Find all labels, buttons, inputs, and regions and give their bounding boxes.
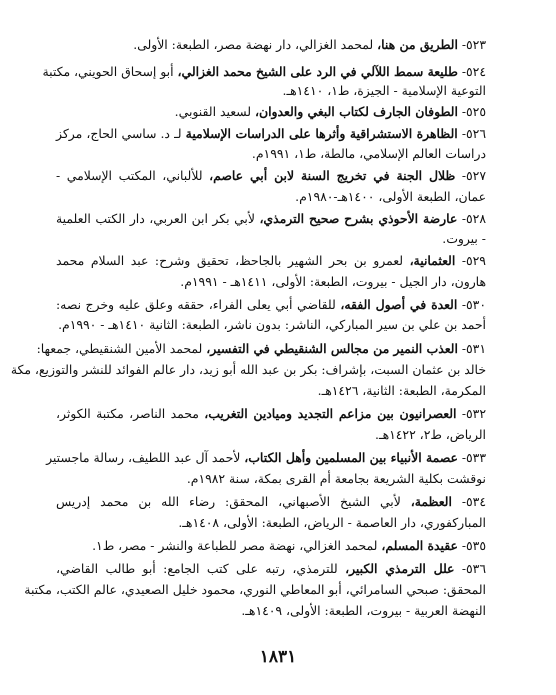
entry-531-line-1: ٥٣١- العذب النمير من مجالس الشنقيطي في التفسير، لمحمد الأمين الشنقيطي، جمعها: <box>36 341 486 356</box>
entry-529-line-1: ٥٢٩- العثمانية، لعمرو بن بحر الشهير بالجاحظ، تحقيق وشرح: عبد السلام محمد <box>56 253 486 268</box>
entry-536-line-3: النهضة العربية - بيروت، الطبعة: الأولى، ١٤٠٩هـ. <box>241 603 486 618</box>
entry-title: عقيدة المسلم، <box>381 538 458 553</box>
entry-530-line-1: ٥٣٠- العدة في أصول الفقه، للقاضي أبي يعلى الفراء، حققه وعلق عليه وخرج نصه: <box>56 297 486 312</box>
entry-526-line-1: ٥٢٦- الظاهرة الاستشراقية وأثرها على الدراسات الإسلامية لـ د. ساسي الحاج، مركز <box>56 126 486 141</box>
entry-526-line-2: دراسات العالم الإسلامي، مالطة، ط١، ١٩٩١م. <box>251 146 486 161</box>
entry-536-line-2: المحقق: صبحي السامرائي، أبو المعاطي النوري، محمود خليل الصعيدي، عالم الكتب، مكتبة <box>24 582 486 597</box>
entry-524-line-2: التوعية الإسلامية - الجيزة، ط١، ١٤١٠هـ. <box>282 83 486 98</box>
entry-title: العثمانية، <box>409 253 456 268</box>
entry-534-line-1: ٥٣٤- العظمة، لأبي الشيخ الأصبهاني، المحقق: رضاء الله بن محمد إدريس <box>56 494 486 509</box>
entry-528-line-2: - بيروت. <box>442 231 486 246</box>
entry-536-line-1: ٥٣٦- علل الترمذي الكبير، للترمذي، رتبه على كتب الجامع: أبو طالب القاضي، <box>56 561 486 576</box>
entry-531-line-3: المكرمة، الطبعة: الثانية، ١٤٢٦هـ. <box>317 383 486 398</box>
entry-532-line-1: ٥٣٢- العصرانيون بين مزاعم التجديد وميادين التغريب، محمد الناصر، مكتبة الكوثر، <box>56 406 486 421</box>
entry-title: العذب النمير من مجالس الشنقيطي في التفسير، <box>206 341 458 356</box>
entry-527-line-1: ٥٢٧- ظلال الجنة في تخريج السنة لابن أبي عاصم، للألباني، المكتب الإسلامي - <box>56 168 486 183</box>
entry-title: عصمة الأنبياء بين المسلمين وأهل الكتاب، <box>244 450 458 465</box>
entry-523-line-1: ٥٢٣- الطريق من هنا، لمحمد الغزالي، دار نهضة مصر، الطبعة: الأولى. <box>133 37 486 52</box>
entry-title: الطريق من هنا، <box>377 37 458 52</box>
entry-531-line-2: خالد بن عثمان السبت، بإشراف: بكر بن عبد الله أبو زيد، دار عالم الفوائد للنشر والتوزيع، مكة <box>10 362 486 377</box>
entry-title: عارضة الأحوذي بشرح صحيح الترمذي، <box>259 211 458 226</box>
entry-533-line-1: ٥٣٣- عصمة الأنبياء بين المسلمين وأهل الكتاب، لأحمد آل عبد اللطيف، رسالة ماجستير <box>46 450 486 465</box>
entry-title: الظاهرة الاستشراقية وأثرها على الدراسات الإسلامية <box>185 126 458 141</box>
entry-title: العصرانيون بين مزاعم التجديد وميادين التغريب، <box>204 406 457 421</box>
entry-title: العظمة، <box>410 494 452 509</box>
entry-534-line-2: المباركفوري، دار العاصمة - الرياض، الطبعة: الأولى، ١٤٠٨هـ. <box>178 515 486 530</box>
entry-527-line-2: عمان، الطبعة الأولى، ١٤٠٠هـ-١٩٨٠م. <box>295 189 486 204</box>
entry-title: الطوفان الجارف لكتاب البغي والعدوان، <box>254 104 458 119</box>
entry-title: طليعة سمط اللآلي في الرد على الشيخ محمد الغزالي، <box>177 64 458 79</box>
entry-532-line-2: الرياض، ط٢، ١٤٢٢هـ. <box>375 427 486 442</box>
entry-535-line-1: ٥٣٥- عقيدة المسلم، لمحمد الغزالي، نهضة مصر للطباعة والنشر - مصر، ط١. <box>92 538 486 553</box>
entry-524-line-1: ٥٢٤- طليعة سمط اللآلي في الرد على الشيخ محمد الغزالي، أبو إسحاق الحويني، مكتبة <box>42 64 486 79</box>
entry-title: العدة في أصول الفقه، <box>340 297 458 312</box>
entry-title: ظلال الجنة في تخريج السنة لابن أبي عاصم، <box>209 168 456 183</box>
entry-530-line-2: أحمد بن علي بن سير المباركي، الناشر: بدون ناشر، الطبعة: الثانية ١٤١٠هـ - ١٩٩٠م. <box>58 317 486 332</box>
entry-525-line-1: ٥٢٥- الطوفان الجارف لكتاب البغي والعدوان، لسعيد القنوبي. <box>174 104 486 119</box>
entry-528-line-1: ٥٢٨- عارضة الأحوذي بشرح صحيح الترمذي، لأبي بكر ابن العربي، دار الكتب العلمية <box>56 211 486 226</box>
entry-title: علل الترمذي الكبير، <box>345 561 455 576</box>
entry-529-line-2: هارون، دار الجيل - بيروت، الطبعة: الأولى، ١٤١١هـ - ١٩٩١م. <box>180 274 486 289</box>
entry-533-line-2: نوقشت بكلية الشريعة بجامعة أم القرى بمكة، سنة ١٩٨٢م. <box>186 471 486 486</box>
page-number: ١٨٣١ <box>259 647 297 667</box>
